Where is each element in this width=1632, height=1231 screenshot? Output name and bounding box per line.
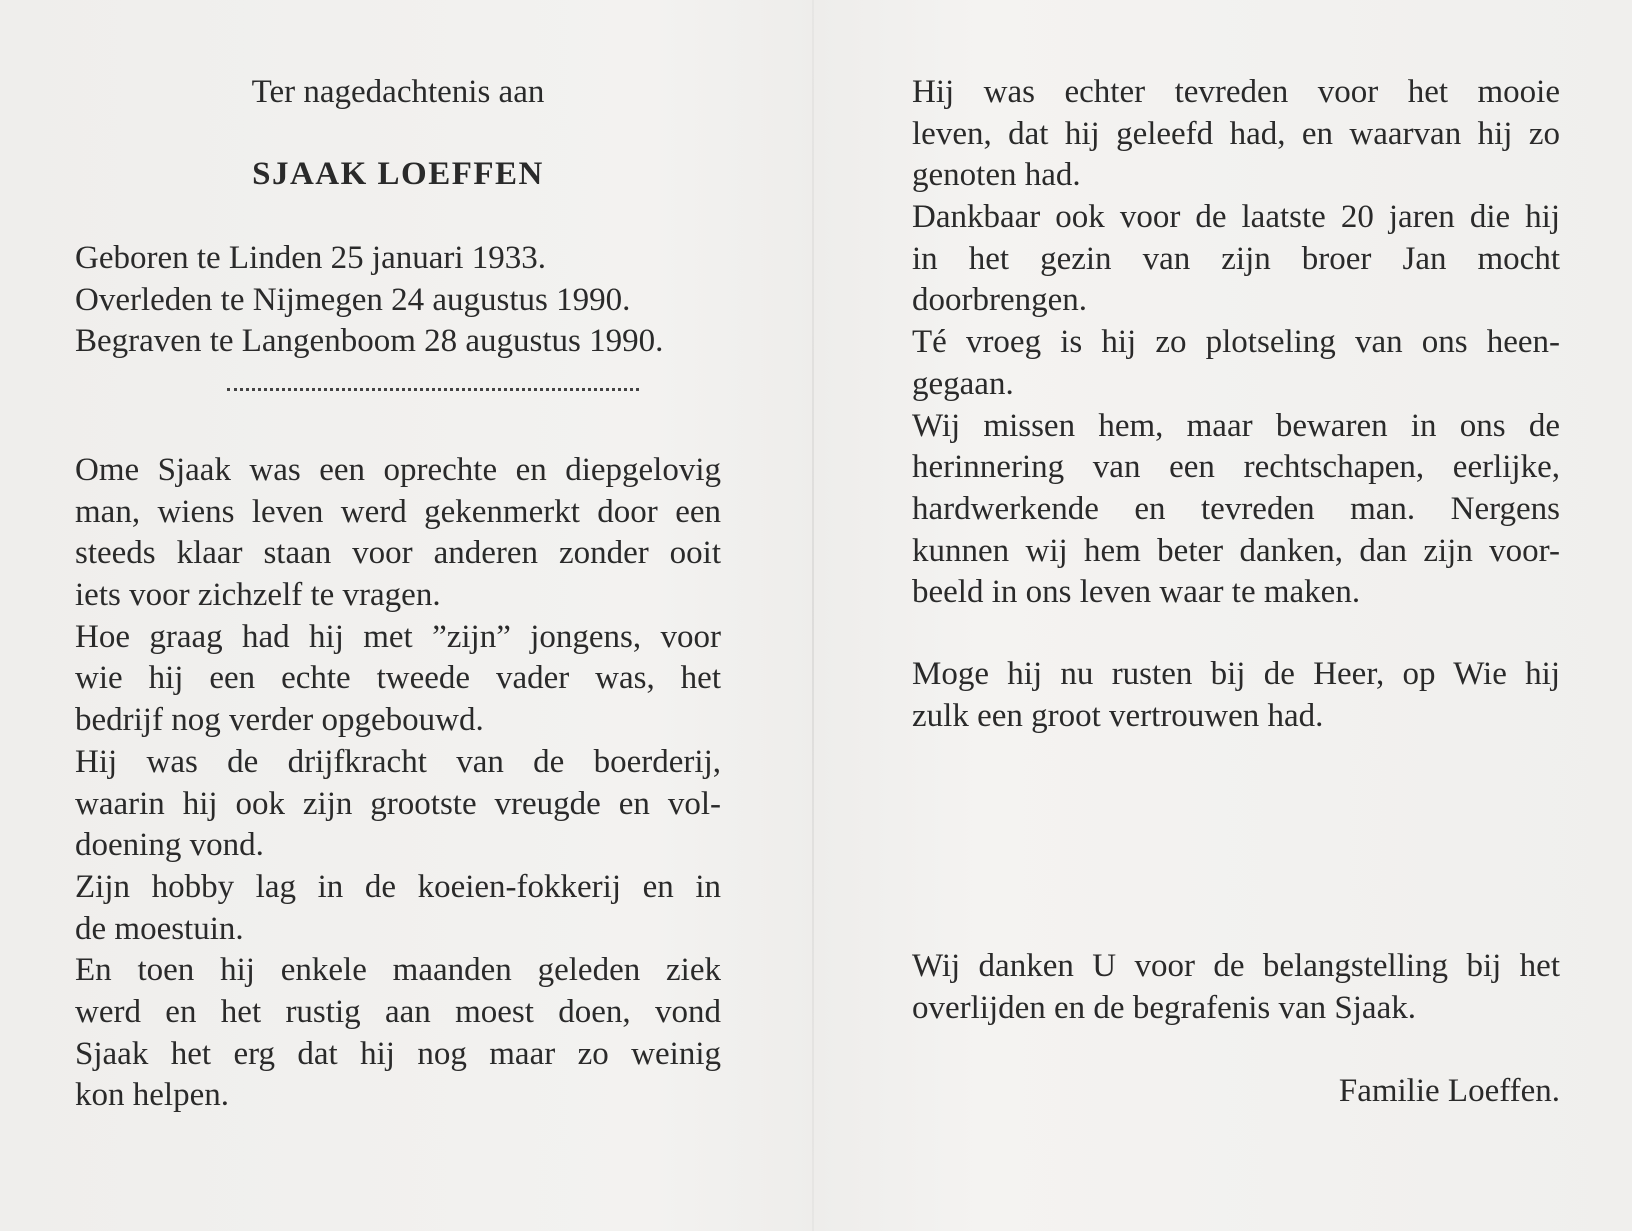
text-line: zulk een groot vertrouwen had. <box>912 697 1324 734</box>
story-line: steeds klaar staan voor anderen zonder ooit <box>75 535 721 572</box>
text-line: Dankbaar ook voor de laatste 20 jaren die hij <box>912 199 1560 236</box>
story-line: kon helpen. <box>75 1077 229 1114</box>
thanks-block <box>912 946 1560 1029</box>
deceased-name: SJAAK LOEFFEN <box>252 156 544 192</box>
text-line: gegaan. <box>912 365 1014 402</box>
story-line: Hoe graag had hij met ”zijn” jongens, voor <box>75 618 721 655</box>
text-line: doorbrengen. <box>912 282 1088 319</box>
text-line: genoten had. <box>912 157 1081 194</box>
text-line: herinnering van een rechtschapen, eerlijke, <box>912 449 1560 486</box>
story-block <box>75 450 721 1117</box>
gratitude-block <box>912 72 1560 614</box>
birth-line: Geboren te Linden 25 januari 1933. <box>75 240 547 276</box>
story-line: doening vond. <box>75 827 264 864</box>
card-fold <box>812 0 814 1231</box>
text-line: Té vroeg is hij zo plotseling van ons heen- <box>912 324 1560 361</box>
text-line: Wij danken U voor de belangstelling bij het <box>912 948 1560 984</box>
story-line: Ome Sjaak was een oprechte en diepgelovig <box>75 452 721 488</box>
family-signature: Familie Loeffen. <box>1338 1073 1560 1109</box>
text-line: in het gezin van zijn broer Jan mocht <box>912 240 1560 277</box>
story-line: man, wiens leven werd gekenmerkt door een <box>75 493 721 530</box>
text-line: Wij missen hem, maar bewaren in ons de <box>912 407 1560 444</box>
text-line: Moge hij nu rusten bij de Heer, op Wie hij <box>912 656 1560 692</box>
death-line: Overleden te Nijmegen 24 augustus 1990. <box>75 281 631 318</box>
story-line: waarin hij ook zijn grootste vreugde en vol- <box>75 785 721 822</box>
text-line: Hij was echter tevreden voor het mooie <box>912 74 1560 110</box>
text-line: kunnen wij hem beter danken, dan zijn voor- <box>912 532 1560 569</box>
intro-text: Ter nagedachtenis aan <box>251 74 545 110</box>
text-line: beeld in ons leven waar te maken. <box>912 574 1361 611</box>
story-line: En toen hij enkele maanden geleden ziek <box>75 952 721 989</box>
text-line: overlijden en de begrafenis van Sjaak. <box>912 989 1416 1026</box>
burial-line: Begraven te Langenboom 28 augustus 1990. <box>75 323 664 360</box>
dotted-divider <box>227 388 639 391</box>
story-line: Sjaak het erg dat hij nog maar zo weinig <box>75 1035 721 1072</box>
story-line: werd en het rustig aan moest doen, vond <box>75 993 721 1030</box>
text-line: hardwerkende en tevreden man. Nergens <box>912 490 1560 527</box>
story-line: Hij was de drijfkracht van de boerderij, <box>75 743 721 780</box>
story-line: bedrijf nog verder opgebouwd. <box>75 702 484 739</box>
dates-block <box>75 238 721 363</box>
story-line: iets voor zichzelf te vragen. <box>75 577 441 614</box>
story-line: de moestuin. <box>75 910 244 947</box>
story-line: Zijn hobby lag in de koeien-fokkerij en in <box>75 868 721 905</box>
text-line: leven, dat hij geleefd had, en waarvan hij zo <box>912 115 1560 152</box>
story-line: wie hij een echte tweede vader was, het <box>75 660 721 697</box>
prayer-block <box>912 654 1560 737</box>
